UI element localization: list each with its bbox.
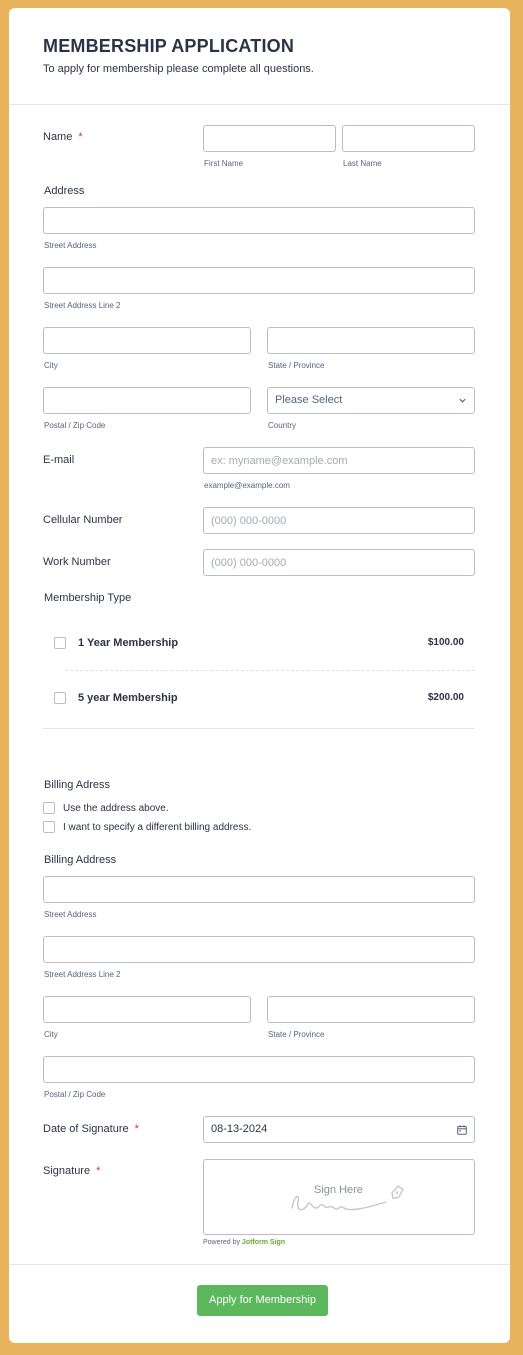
zip-sublabel: Postal / Zip Code — [44, 421, 106, 430]
billing-zip-sublabel: Postal / Zip Code — [44, 1090, 106, 1099]
billing-choice-checkbox[interactable] — [43, 802, 55, 814]
last-name-input[interactable] — [342, 125, 475, 152]
work-input[interactable] — [203, 549, 475, 576]
billing-zip-input[interactable] — [43, 1056, 475, 1083]
billing-address-label: Billing Address — [44, 854, 117, 866]
email-input[interactable] — [203, 447, 475, 474]
billing-choice-option-label: Use the address above. — [63, 803, 169, 814]
signature-label: Signature * — [43, 1165, 101, 1177]
cellular-input[interactable] — [203, 507, 475, 534]
cellular-label: Cellular Number — [43, 514, 123, 526]
country-select[interactable] — [267, 387, 475, 414]
sign-here-placeholder: Sign Here — [314, 1184, 363, 1196]
signature-scribble-icon — [286, 1178, 416, 1218]
first-name-sublabel: First Name — [204, 159, 244, 168]
membership-type-label: Membership Type — [44, 592, 132, 604]
billing-state-sublabel: State / Province — [268, 1030, 325, 1039]
zip-input[interactable] — [43, 387, 251, 414]
email-label: E-mail — [43, 454, 75, 466]
billing-city-input[interactable] — [43, 996, 251, 1023]
form-subtitle: To apply for membership please complete all questions. — [43, 63, 314, 75]
date-of-signature-input[interactable] — [203, 1116, 475, 1143]
apply-for-membership-button[interactable]: Apply for Membership — [197, 1285, 328, 1316]
street-address-line2-sublabel: Street Address Line 2 — [44, 301, 121, 310]
membership-option-checkbox[interactable] — [54, 692, 66, 704]
billing-state-input[interactable] — [267, 996, 475, 1023]
signature-pad[interactable] — [203, 1159, 475, 1235]
billing-street-address-line2-sublabel: Street Address Line 2 — [44, 970, 121, 979]
calendar-icon[interactable] — [457, 1125, 467, 1135]
membership-option-name: 1 Year Membership — [78, 637, 179, 649]
billing-choice-label: Billing Adress — [44, 779, 111, 791]
membership-option-checkbox[interactable] — [54, 637, 66, 649]
last-name-sublabel: Last Name — [343, 159, 382, 168]
country-sublabel: Country — [268, 421, 297, 430]
footer-divider — [9, 1264, 510, 1265]
city-sublabel: City — [44, 361, 58, 370]
billing-street-address-sublabel: Street Address — [44, 910, 97, 919]
product-separator — [65, 670, 475, 671]
first-name-input[interactable] — [203, 125, 336, 152]
state-input[interactable] — [267, 327, 475, 354]
country-select-value: Please Select — [275, 394, 343, 406]
city-input[interactable] — [43, 327, 251, 354]
powered-by-label: Powered by Jotform Sign — [203, 1239, 286, 1246]
street-address-input[interactable] — [43, 207, 475, 234]
billing-choice-option-label: I want to specify a different billing address. — [63, 822, 252, 833]
products-divider — [43, 728, 475, 729]
required-mark: * — [96, 1165, 101, 1177]
required-mark: * — [78, 131, 83, 143]
address-label: Address — [44, 185, 85, 197]
form-title: MEMBERSHIP APPLICATION — [43, 36, 295, 56]
billing-street-address-input[interactable] — [43, 876, 475, 903]
membership-option-name: 5 year Membership — [78, 692, 178, 704]
chevron-down-icon — [458, 396, 467, 405]
membership-option-price: $100.00 — [427, 637, 464, 648]
date-of-signature-label: Date of Signature * — [43, 1123, 139, 1135]
billing-street-address-line2-input[interactable] — [43, 936, 475, 963]
state-sublabel: State / Province — [268, 361, 325, 370]
street-address-sublabel: Street Address — [44, 241, 97, 250]
email-sublabel: example@example.com — [204, 481, 290, 490]
jotform-sign-link[interactable]: Jotform Sign — [241, 1239, 286, 1246]
date-value: 08-13-2024 — [211, 1123, 268, 1135]
billing-city-sublabel: City — [44, 1030, 58, 1039]
header-divider — [9, 104, 510, 105]
work-label: Work Number — [43, 556, 111, 568]
name-label: Name * — [43, 131, 83, 143]
required-mark: * — [134, 1123, 139, 1135]
form-card — [9, 8, 510, 1343]
billing-choice-checkbox[interactable] — [43, 821, 55, 833]
membership-option-price: $200.00 — [427, 692, 464, 703]
street-address-line2-input[interactable] — [43, 267, 475, 294]
